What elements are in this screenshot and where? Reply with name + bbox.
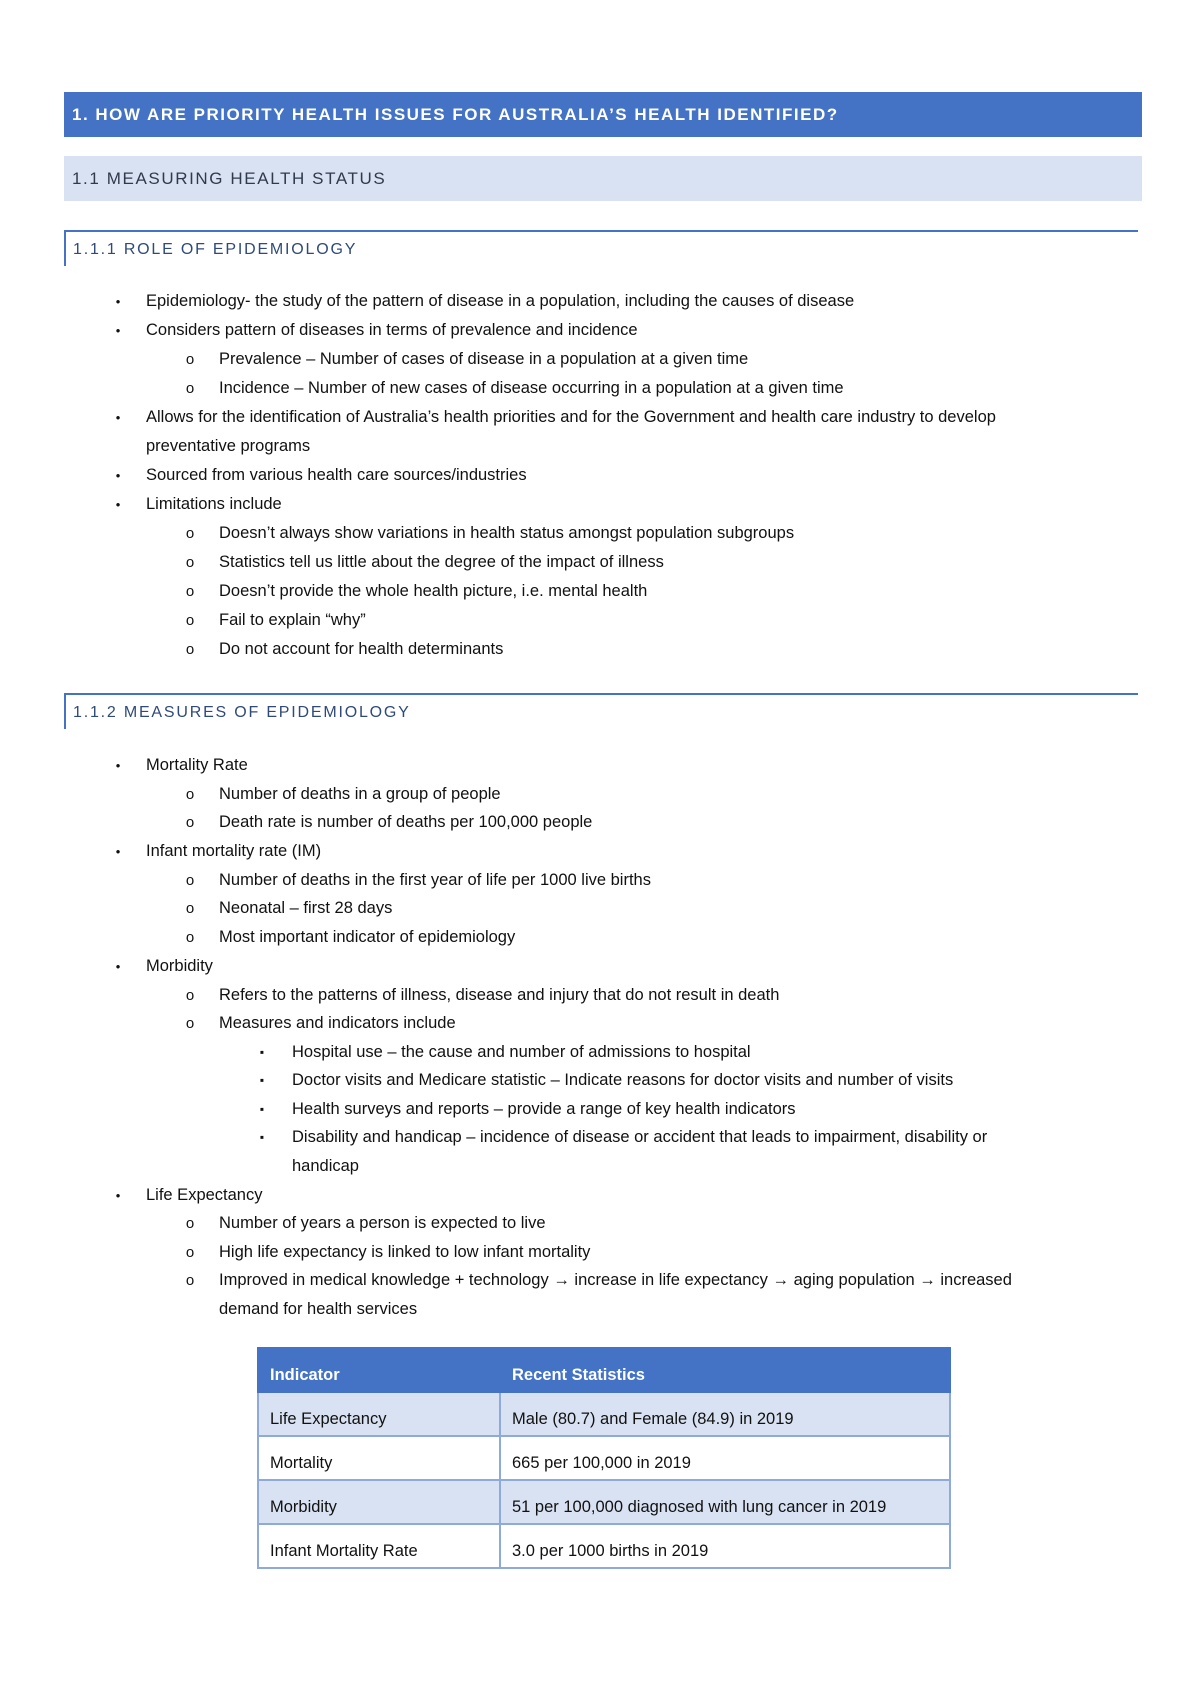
square-bullet-icon: ▪ xyxy=(259,1073,265,1087)
section-heading-measures-of-epidemiology: 1.1.2 MEASURES OF EPIDEMIOLOGY xyxy=(64,693,1138,729)
circle-bullet-icon: o xyxy=(185,525,195,542)
circle-bullet-icon: o xyxy=(185,872,195,889)
circle-bullet-icon: o xyxy=(185,612,195,629)
statistic-cell: 51 per 100,000 diagnosed with lung cancer in 2019 xyxy=(500,1480,950,1524)
circle-bullet-icon: o xyxy=(185,554,195,571)
square-bullet-icon: ▪ xyxy=(259,1102,265,1116)
heading-2: 1.1 MEASURING HEALTH STATUS xyxy=(64,156,1142,201)
column-header-recent-statistics: Recent Statistics xyxy=(500,1348,950,1392)
table-row xyxy=(258,1480,950,1524)
circle-bullet-icon: o xyxy=(185,1244,195,1261)
circle-bullet-icon: o xyxy=(185,583,195,600)
table-row xyxy=(258,1392,950,1436)
statistic-cell: Male (80.7) and Female (84.9) in 2019 xyxy=(500,1392,950,1436)
circle-bullet-icon: o xyxy=(185,380,195,397)
indicator-cell: Mortality xyxy=(258,1436,500,1480)
statistic-cell: 665 per 100,000 in 2019 xyxy=(500,1436,950,1480)
table-row xyxy=(258,1524,950,1568)
heading-1: 1. HOW ARE PRIORITY HEALTH ISSUES FOR AUSTRALIA’S HEALTH IDENTIFIED? xyxy=(64,92,1142,137)
circle-bullet-icon: o xyxy=(185,987,195,1004)
circle-bullet-icon: o xyxy=(185,351,195,368)
section-heading-role-of-epidemiology: 1.1.1 ROLE OF EPIDEMIOLOGY xyxy=(64,230,1138,266)
indicator-cell: Infant Mortality Rate xyxy=(258,1524,500,1568)
circle-bullet-icon: o xyxy=(185,900,195,917)
table-row xyxy=(258,1436,950,1480)
health-indicators-table xyxy=(257,1347,951,1569)
circle-bullet-icon: o xyxy=(185,1272,195,1289)
indicator-cell: Life Expectancy xyxy=(258,1392,500,1436)
indicator-cell: Morbidity xyxy=(258,1480,500,1524)
circle-bullet-icon: o xyxy=(185,814,195,831)
bullet-icon: • xyxy=(115,294,121,309)
circle-bullet-icon: o xyxy=(185,1215,195,1232)
circle-bullet-icon: o xyxy=(185,641,195,658)
square-bullet-icon: ▪ xyxy=(259,1045,265,1059)
bullet-icon: • xyxy=(115,497,121,512)
circle-bullet-icon: o xyxy=(185,1015,195,1032)
bullet-icon: • xyxy=(115,1188,121,1203)
bullet-icon: • xyxy=(115,758,121,773)
bullet-icon: • xyxy=(115,410,121,425)
bullet-icon: • xyxy=(115,468,121,483)
square-bullet-icon: ▪ xyxy=(259,1130,265,1144)
table-header-row xyxy=(258,1348,950,1392)
circle-bullet-icon: o xyxy=(185,786,195,803)
bullet-icon: • xyxy=(115,323,121,338)
column-header-indicator: Indicator xyxy=(258,1348,500,1392)
bullet-icon: • xyxy=(115,959,121,974)
bullet-icon: • xyxy=(115,844,121,859)
document-page: 1. HOW ARE PRIORITY HEALTH ISSUES FOR AUSTRALIA’S HEALTH IDENTIFIED? 1.1 MEASURING HEALTH STATUS 1.1.1 ROLE OF EPIDEMIOLOGY • Epidemiology- the study of the pattern of disease in a population, including the causes of disease • Considers pattern of diseases in terms of prevalence and incidence o Prevalence – Number of cases of disease in a population at a given time o Incidence – Number of new cases of disease occurring in a population at a given time • Allows for the identification of Australia’s health priorities and for the Government and health care industry to develop preventative programs • Sourced from various health care sources/industries • Limitations include o Doesn’t always show variations in health status amongst population subgroups o Statistics tell us little about the degree of the impact of illness o Doesn’t provide the whole health picture, i.e. mental health o Fail to explain “why” o Do not account for health determinants 1.1.2 MEASURES OF EPIDEMIOLOGY • Mortality Rate o Number of deaths in a group of people o Death rate is number of deaths per 100,000 people • Infant mortality rate (IM) o Number of deaths in the first year of life per 1000 live births o Neonatal – first 28 days o Most important indicator of epidemiology • Morbidity o Refers to the patterns of illness, disease and injury that do not result in death o Measures and indicators include ▪ Hospital use – the cause and number of admissions to hospital ▪ Doctor visits and Medicare statistic – Indicate reasons for doctor visits and number of visits ▪ Health surveys and reports – provide a range of key health indicators ▪ Disability and handicap – incidence of disease or accident that leads to impairment, disability or handicap • Life Expectancy o Number of years a person is expected to live o High life expectancy is linked to low infant mortality o Improved in medical knowledge + technology → increase in life expectancy → aging population → increased demand for health services Indicator Recent Statistics Life Expectancy Male (80.7) and Female (84.9) in 2019 Mortality 665 per 100,000 in 2019 Morbidity 51 per 100,000 diagnosed with lung cancer in 2019 Infant Mortality Rate 3.0 per 1000 births in 2019 xyxy=(0,0,1200,1698)
circle-bullet-icon: o xyxy=(185,929,195,946)
statistic-cell: 3.0 per 1000 births in 2019 xyxy=(500,1524,950,1568)
